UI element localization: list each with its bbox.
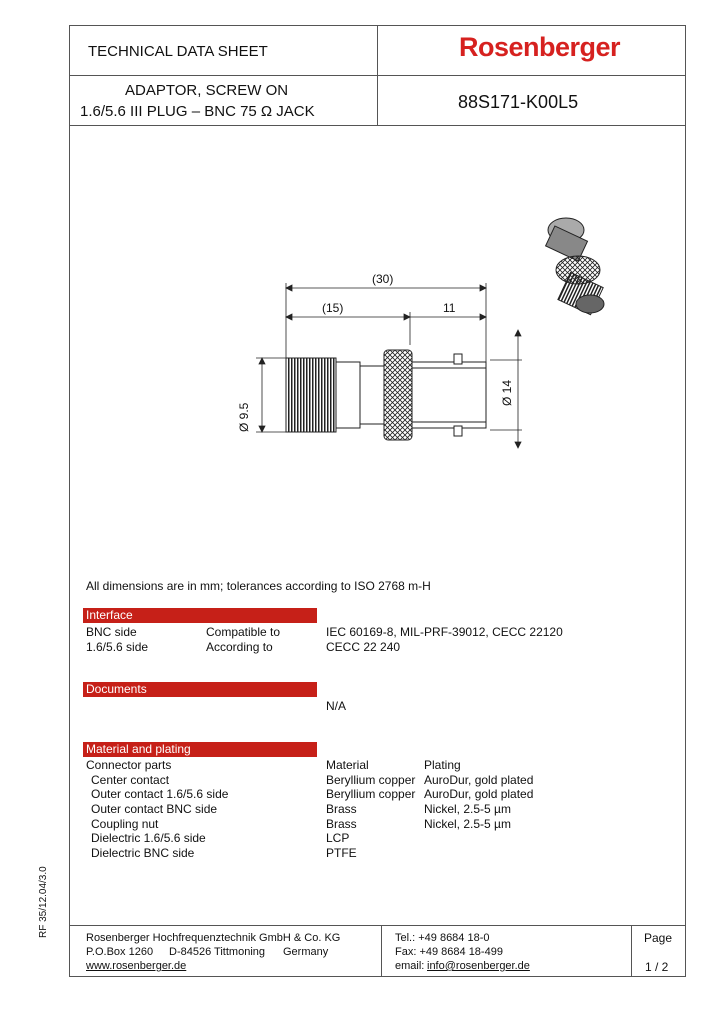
document-title: TECHNICAL DATA SHEET	[88, 43, 268, 60]
dimension-overall: (30)	[372, 272, 394, 286]
footer-pobox: P.O.Box 1260	[86, 946, 154, 958]
interface-row-side: BNC side	[86, 625, 137, 639]
page-number: 1 / 2	[645, 960, 669, 974]
material-row-material: LCP	[326, 831, 350, 845]
documents-value: N/A	[326, 699, 347, 713]
material-row-material: Beryllium copper	[326, 787, 416, 801]
footer-country: Germany	[283, 946, 329, 958]
product-title-line1: ADAPTOR, SCREW ON	[125, 82, 289, 99]
material-col-parts: Connector parts	[86, 758, 172, 772]
footer-company: Rosenberger Hochfrequenztechnik GmbH & Co. KG	[86, 932, 341, 944]
divider	[69, 925, 686, 926]
interface-row-type: Compatible to	[206, 625, 281, 639]
material-row-part: Outer contact BNC side	[91, 802, 218, 816]
product-title-line2: 1.6/5.6 III PLUG – BNC 75 Ω JACK	[80, 103, 315, 120]
part-number: 88S171-K00L5	[458, 92, 579, 112]
footer-website-link[interactable]: www.rosenberger.de	[86, 960, 187, 972]
interface-row-side: 1.6/5.6 side	[86, 640, 149, 654]
material-row-material: Beryllium copper	[326, 773, 416, 787]
interface-row-spec: IEC 60169-8, MIL-PRF-39012, CECC 22120	[326, 625, 563, 639]
material-row-plating: Nickel, 2.5-5 µm	[424, 817, 511, 831]
material-row-material: PTFE	[326, 846, 357, 860]
material-row-material: Brass	[326, 802, 357, 816]
interface-row-type: According to	[206, 640, 273, 654]
material-col-material: Material	[326, 758, 369, 772]
document-code: RF 35/12.04/3.0	[38, 866, 49, 938]
page-label: Page	[644, 931, 673, 945]
dimension-right: 11	[443, 301, 456, 315]
footer-email-link[interactable]: info@rosenberger.de	[427, 960, 530, 972]
connector-body	[286, 350, 486, 440]
material-row-part: Center contact	[91, 773, 170, 787]
material-row-part: Dielectric BNC side	[91, 846, 195, 860]
interface-heading: Interface	[83, 608, 317, 623]
dimension-diameter-left: Ø 9.5	[237, 402, 251, 432]
documents-heading: Documents	[83, 682, 317, 697]
footer-fax: Fax: +49 8684 18-499	[395, 946, 503, 958]
material-row-plating: AuroDur, gold plated	[424, 787, 534, 801]
connector-3d-icon	[546, 218, 604, 315]
material-col-plating: Plating	[424, 758, 461, 772]
material-row-part: Outer contact 1.6/5.6 side	[91, 787, 229, 801]
material-row-part: Coupling nut	[91, 817, 159, 831]
brand-logo: Rosenberger	[459, 32, 621, 62]
footer-email-label: email:	[395, 960, 425, 972]
dimension-diameter-right: Ø 14	[500, 379, 514, 406]
material-row-plating: AuroDur, gold plated	[424, 773, 534, 787]
divider	[381, 925, 382, 977]
material-row-plating: Nickel, 2.5-5 µm	[424, 802, 511, 816]
material-row-part: Dielectric 1.6/5.6 side	[91, 831, 206, 845]
interface-row-spec: CECC 22 240	[326, 640, 401, 654]
footer-tel: Tel.: +49 8684 18-0	[395, 932, 490, 944]
divider	[631, 925, 632, 977]
dimension-left: (15)	[322, 301, 344, 315]
material-row-material: Brass	[326, 817, 357, 831]
footer-city: D-84526 Tittmoning	[169, 946, 265, 958]
material-heading: Material and plating	[83, 742, 317, 757]
tolerance-note: All dimensions are in mm; tolerances according to ISO 2768 m-H	[86, 579, 431, 593]
